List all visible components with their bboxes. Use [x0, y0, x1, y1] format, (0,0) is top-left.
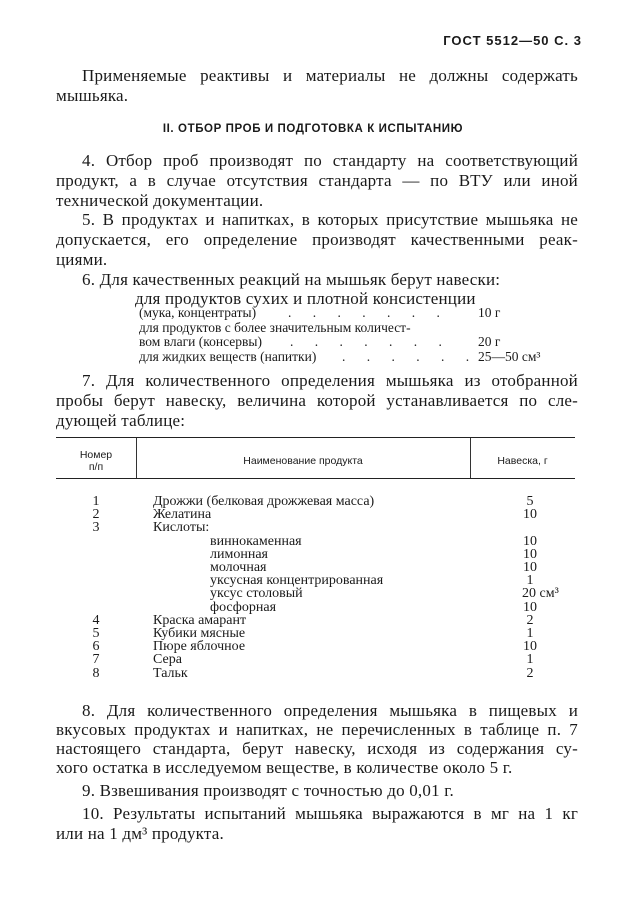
para-4-line-3: технической документации.	[56, 191, 264, 210]
para-8-line-4: хого остатка в исследуемом веществе, в количестве около 5 г.	[56, 758, 513, 777]
para-10-line-1: 10. Результаты испытаний мышьяка выражаются в мг на 1 кг	[82, 804, 578, 823]
table-row-number: 8	[92, 665, 100, 681]
table-row-value: 1	[526, 626, 534, 641]
table-row-name: уксус столовый	[210, 586, 303, 602]
para-7-line-2: пробы берут навеску, величина которой устанавливается по сле-	[56, 391, 578, 410]
table-row-value: 20 см³	[522, 586, 559, 602]
table-row-value: 1	[526, 573, 534, 589]
table-row-name: Кубики мясные	[153, 626, 246, 641]
section-title: II. ОТБОР ПРОБ И ПОДГОТОВКА К ИСПЫТАНИЮ	[162, 123, 464, 135]
table-row-value: 10	[523, 639, 537, 655]
para-5-line-2: допускается, его определение производят качественными реак-	[56, 230, 578, 249]
sample-row-1-value: 10 г	[478, 305, 501, 320]
table-row-value: 10	[523, 533, 537, 549]
para-6-line-1: 6. Для качественных реакций на мышьяк берут навески:	[82, 270, 501, 289]
sample-row-1-label: (мука, концентраты)	[139, 305, 257, 320]
intro-line-1: Применяемые реактивы и материалы не должны содержать	[82, 66, 578, 85]
table-row-name: фосфорная	[210, 599, 277, 615]
para-6-line-2: для продуктов сухих и плотной консистенции	[135, 289, 476, 308]
table-row-number: 7	[92, 652, 100, 668]
table-header-rule	[56, 478, 575, 479]
header-number-line-1: Номер	[79, 449, 113, 461]
table-row-number: 4	[92, 612, 100, 628]
table-top-rule	[56, 437, 575, 438]
table-row-name: Сера	[153, 652, 182, 668]
page-header: ГОСТ 5512—50 С. 3	[443, 33, 582, 48]
sample-row-4-value: 25—50 см³	[478, 349, 541, 364]
table-row-name: Пюре яблочное	[153, 639, 246, 655]
sample-row-2-label: для продуктов с более значительным количест-	[139, 320, 411, 335]
table-row-name: Желатина	[153, 507, 212, 523]
table-row-name: Дрожжи (белковая дрожжевая масса)	[153, 494, 375, 509]
table-row-value: 1	[526, 652, 534, 668]
table-row-number: 5	[92, 626, 100, 641]
table-row-name: лимонная	[210, 546, 268, 562]
table-row-value: 5	[526, 494, 534, 509]
table-row-name: молочная	[210, 560, 267, 575]
table-row-name: Кислоты:	[153, 520, 210, 536]
dot-leader: . . . . . .	[342, 349, 479, 364]
table-row-value: 10	[523, 546, 537, 562]
table-row-value: 10	[523, 560, 537, 575]
table-row-name: Тальк	[153, 665, 188, 681]
table-row-value: 10	[523, 507, 537, 523]
header-weight: Навеска, г	[497, 455, 548, 467]
table-row-number: 3	[92, 520, 100, 536]
para-4-line-2: продукт, а в случае отсутствия стандарта — по ВТУ или иной	[56, 171, 578, 190]
table-row-value: 10	[523, 599, 537, 615]
para-7-line-3: дующей таблице:	[56, 411, 186, 430]
para-7-line-1: 7. Для количественного определения мышьяка из отобранной	[82, 371, 578, 390]
table-row-number: 1	[92, 494, 100, 509]
para-8-line-2: вкусовых продуктах и напитках, не перечисленных в таблице п. 7	[56, 720, 578, 739]
intro-line-2: мышьяка.	[56, 86, 129, 105]
table-row-value: 2	[526, 612, 534, 628]
table-row-number: 2	[92, 507, 100, 523]
header-number-line-2: п/п	[88, 461, 104, 473]
para-4-line-1: 4. Отбор проб производят по стандарту на соответствующий	[82, 151, 578, 170]
para-10-line-2: или на 1 дм³ продукта.	[56, 824, 224, 843]
dot-leader: . . . . . . .	[290, 334, 451, 349]
table-row-name: уксусная концентрированная	[210, 573, 384, 589]
header-product-name: Наименование продукта	[243, 455, 363, 467]
para-9-line-1: 9. Взвешивания производят с точностью до 0,01 г.	[82, 781, 454, 800]
para-8-line-3: настоящего стандарта, берут навеску, исходя из содержания су-	[56, 739, 578, 758]
table-row-number: 6	[92, 639, 100, 655]
para-5-line-3: циями.	[56, 250, 108, 269]
table-row-value: 2	[526, 665, 534, 681]
dot-leader: . . . . . . .	[288, 305, 449, 320]
sample-row-3-label: вом влаги (консервы)	[139, 334, 262, 349]
table-row-name: виннокаменная	[210, 533, 302, 549]
sample-row-4-label: для жидких веществ (напитки)	[139, 349, 317, 364]
sample-row-3-value: 20 г	[478, 334, 501, 349]
header-number	[56, 449, 136, 473]
table-row-name: Краска амарант	[153, 612, 247, 628]
para-5-line-1: 5. В продуктах и напитках, в которых присутствие мышьяка не	[82, 210, 578, 229]
para-8-line-1: 8. Для количественного определения мышьяка в пищевых и	[82, 701, 578, 720]
